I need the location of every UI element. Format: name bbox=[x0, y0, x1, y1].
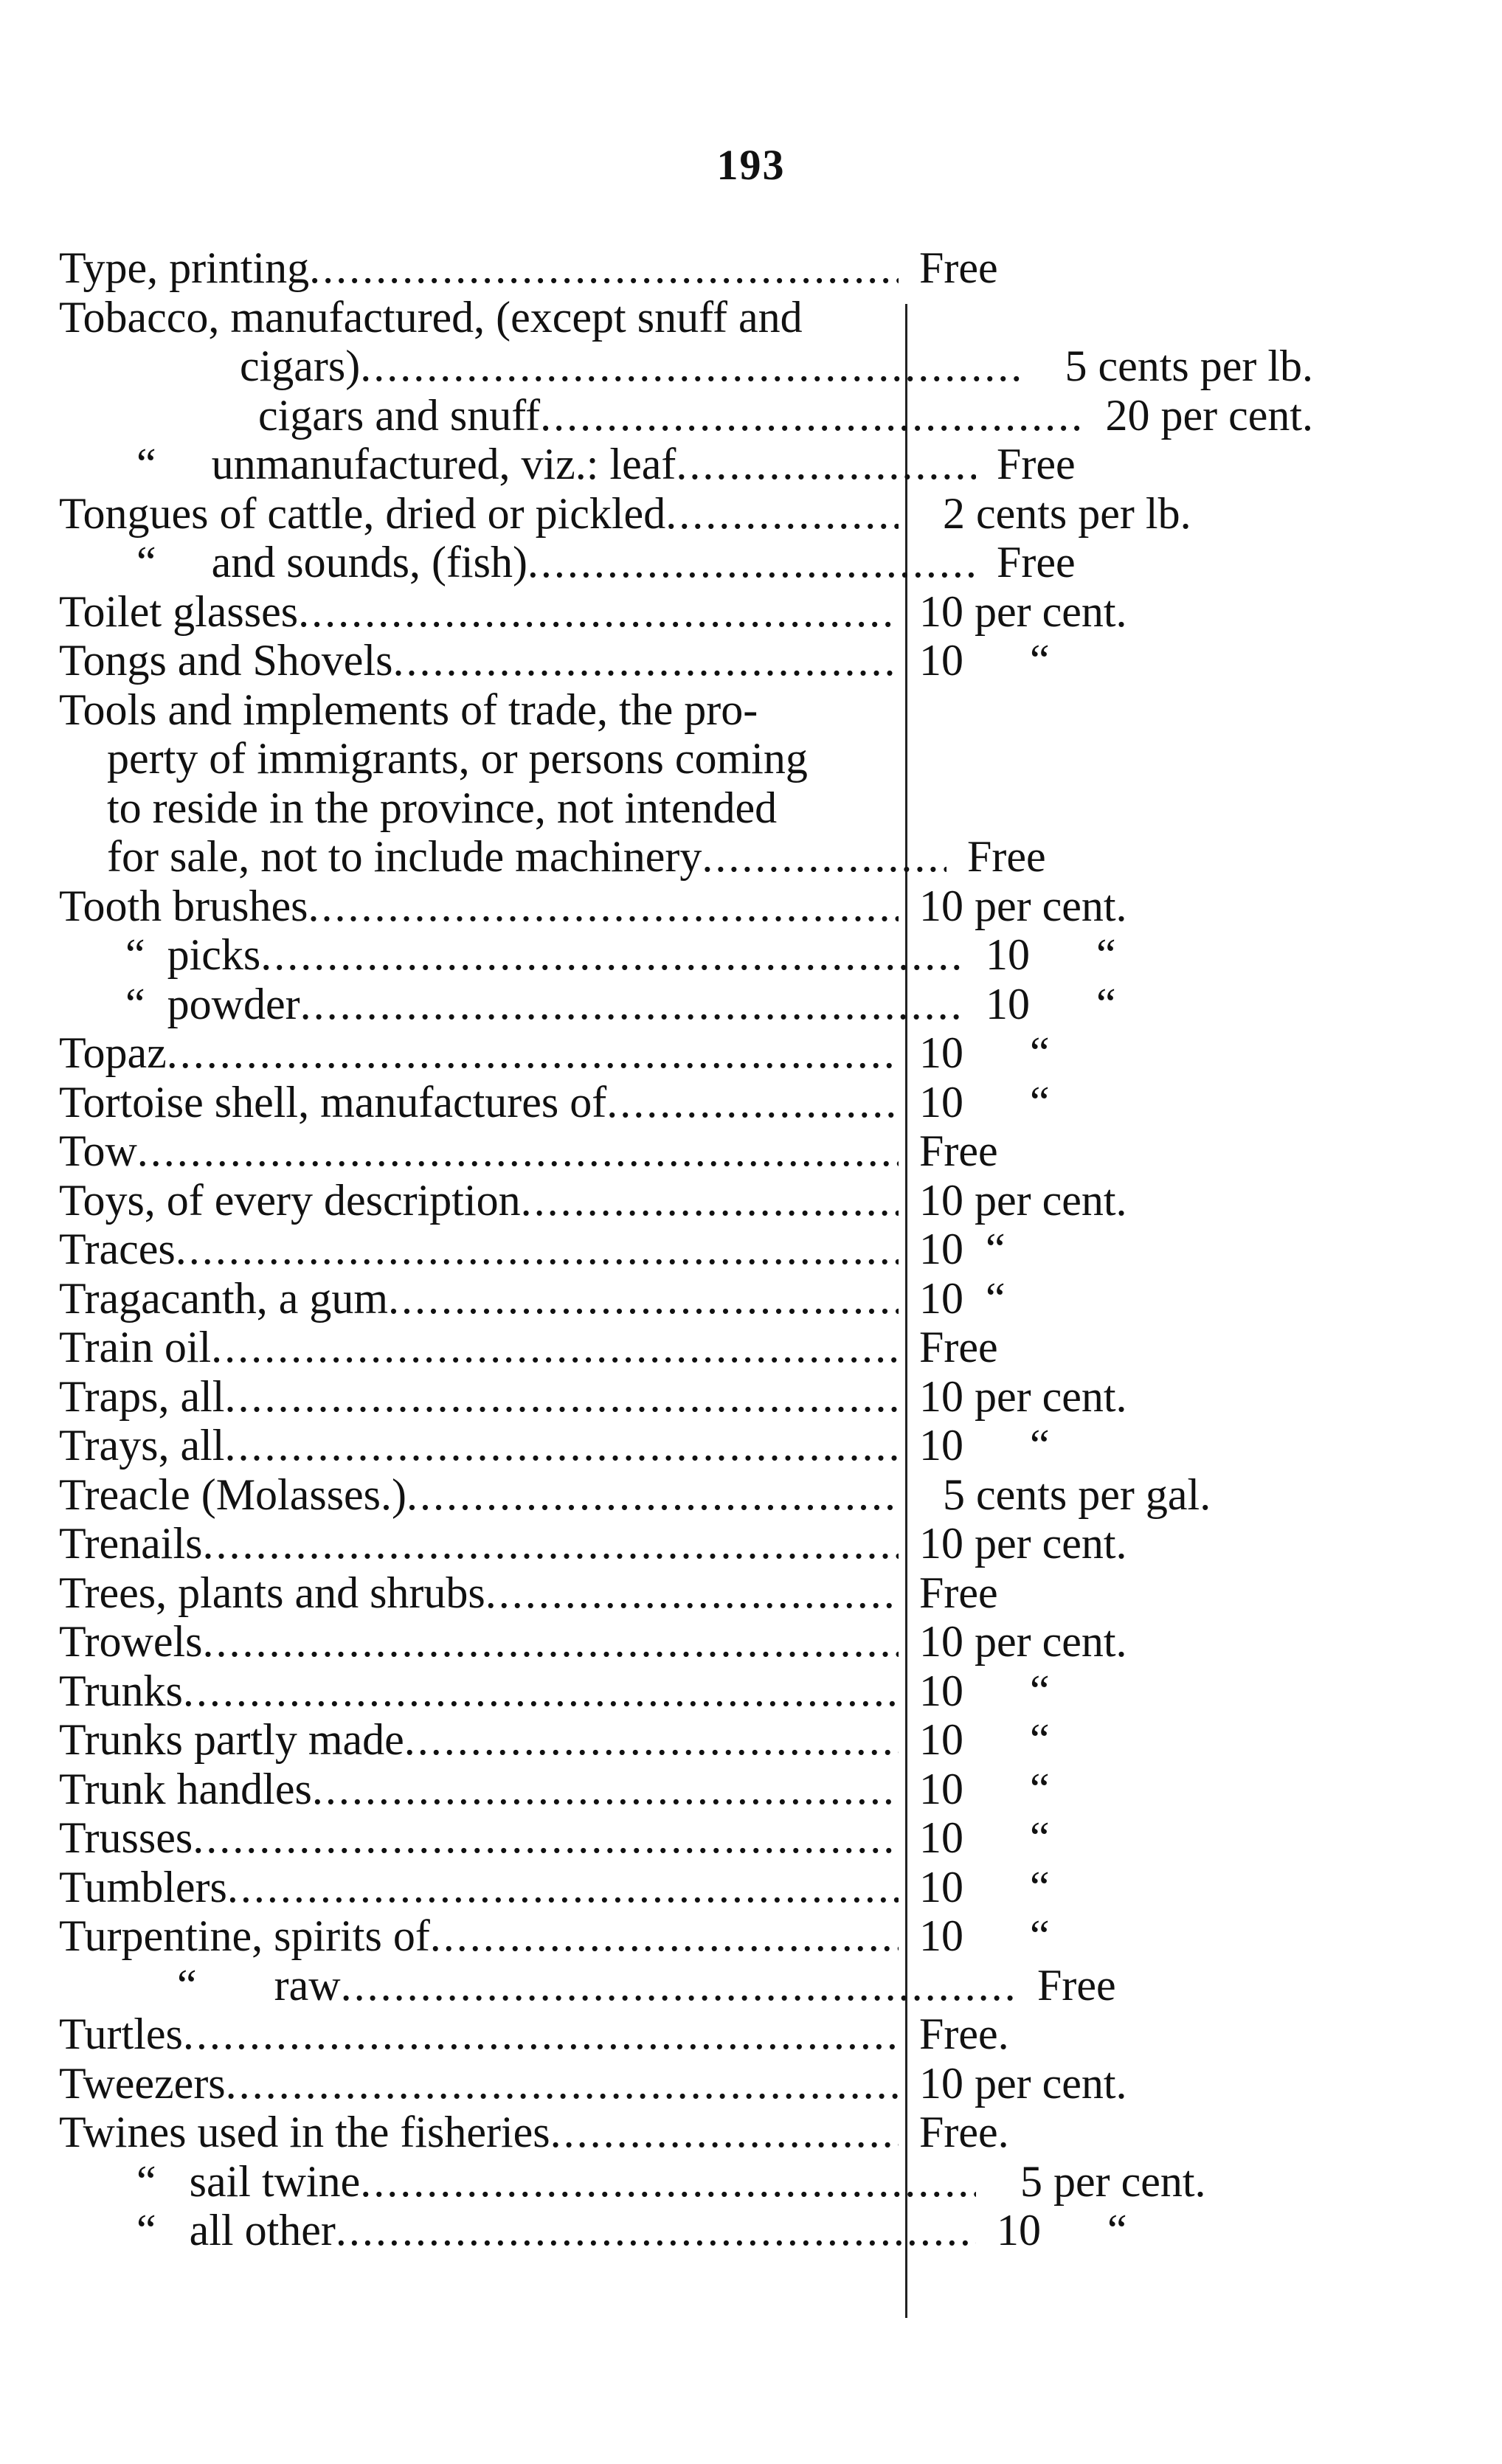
item-label: “ raw bbox=[177, 1960, 341, 2010]
duty-rate: 10 “ bbox=[986, 930, 1116, 979]
tariff-item bbox=[59, 1372, 899, 1422]
tariff-row bbox=[59, 587, 1313, 637]
item-label: cigars) bbox=[240, 342, 361, 390]
duty-rate: Free. bbox=[919, 2108, 1009, 2156]
item-label: Trowels bbox=[59, 1617, 203, 1666]
duty-rate: Free bbox=[997, 440, 1076, 488]
item-label: Toilet glasses bbox=[59, 586, 299, 636]
tariff-row bbox=[59, 1617, 1313, 1667]
tariff-row bbox=[59, 832, 1313, 882]
tariff-item bbox=[59, 685, 899, 735]
tariff-row bbox=[59, 2010, 1313, 2059]
dot-leader bbox=[183, 1667, 899, 1716]
item-label: Tongs and Shovels bbox=[59, 636, 393, 685]
item-label: Tortoise shell, manufactures of bbox=[59, 1077, 607, 1127]
item-label: Trenails bbox=[59, 1519, 203, 1568]
duty-rate bbox=[946, 783, 1313, 833]
dot-leader bbox=[137, 1127, 899, 1176]
dot-leader bbox=[360, 2157, 976, 2207]
dot-leader bbox=[665, 489, 899, 539]
item-label: Tumblers bbox=[59, 1862, 227, 1911]
item-label: “ picks bbox=[125, 930, 261, 979]
tariff-item bbox=[59, 2108, 899, 2157]
tariff-item bbox=[59, 1274, 899, 1323]
duty-rate: Free. bbox=[919, 2010, 1009, 2058]
item-label: “ sail twine bbox=[136, 2156, 361, 2206]
duty-rate: 10 “ bbox=[919, 1666, 1050, 1715]
duty-rate: 10 “ bbox=[919, 1225, 1006, 1273]
item-label: Tooth brushes bbox=[59, 881, 308, 930]
item-label: Twines used in the fisheries bbox=[59, 2108, 550, 2156]
item-label: Tow bbox=[59, 1127, 137, 1175]
item-label: perty of immigrants, or persons coming bbox=[107, 734, 808, 783]
tariff-item bbox=[59, 243, 899, 293]
tariff-row bbox=[59, 1225, 1313, 1274]
item-label: Train oil bbox=[59, 1323, 212, 1371]
tariff-row bbox=[59, 734, 1313, 783]
tariff-row bbox=[59, 2108, 1313, 2157]
tariff-row bbox=[59, 440, 1313, 489]
tariff-item bbox=[59, 636, 899, 685]
duty-rate: 20 per cent. bbox=[1105, 390, 1313, 440]
dot-leader bbox=[360, 342, 1020, 391]
item-label: for sale, not to include machinery bbox=[107, 832, 702, 881]
tariff-item bbox=[59, 587, 899, 637]
tariff-row bbox=[59, 1715, 1313, 1765]
duty-rate: 10 per cent. bbox=[919, 1371, 1127, 1421]
duty-rate: 10 “ bbox=[919, 1421, 1050, 1470]
item-label: Trunks bbox=[59, 1666, 183, 1715]
duty-rate: Free bbox=[919, 1127, 998, 1175]
dot-leader bbox=[183, 2010, 899, 2059]
duty-rate: 5 per cent. bbox=[1020, 2156, 1206, 2206]
item-label: Tweezers bbox=[59, 2058, 226, 2108]
item-label: Type, printing bbox=[59, 243, 310, 292]
item-label: Tobacco, manufactured, (except snuff and bbox=[59, 292, 803, 342]
dot-leader bbox=[392, 636, 899, 685]
duty-rate: 10 “ bbox=[919, 636, 1050, 685]
tariff-row bbox=[59, 1028, 1313, 1078]
item-label: Trays, all bbox=[59, 1421, 225, 1470]
dot-leader bbox=[550, 2108, 899, 2157]
dot-leader bbox=[260, 930, 965, 980]
tariff-item bbox=[59, 1715, 899, 1765]
tariff-row bbox=[59, 1470, 1313, 1520]
item-label: Trusses bbox=[59, 1813, 193, 1862]
dot-leader bbox=[312, 1765, 899, 1814]
tariff-item bbox=[59, 1176, 899, 1225]
tariff-row bbox=[59, 1765, 1313, 1814]
duty-rate: 10 per cent. bbox=[919, 1617, 1127, 1666]
tariff-row bbox=[59, 2206, 1313, 2255]
item-label: Trees, plants and shrubs bbox=[59, 1568, 485, 1617]
dot-leader bbox=[406, 1470, 899, 1520]
page-number: 193 bbox=[716, 141, 786, 189]
dot-leader bbox=[308, 882, 899, 931]
tariff-item bbox=[59, 783, 946, 833]
tariff-item bbox=[59, 882, 899, 931]
duty-rate: 10 “ bbox=[919, 1273, 1006, 1323]
tariff-row bbox=[59, 1372, 1313, 1422]
duty-rate: 10 per cent. bbox=[919, 586, 1127, 636]
dot-leader bbox=[336, 2206, 976, 2255]
dot-leader bbox=[224, 1372, 899, 1422]
item-label: “ unmanufactured, viz.: leaf bbox=[136, 440, 676, 488]
tariff-item bbox=[59, 1078, 899, 1127]
dot-leader bbox=[211, 1323, 899, 1372]
tariff-row bbox=[59, 636, 1313, 685]
tariff-item bbox=[59, 1225, 899, 1274]
tariff-row bbox=[59, 1911, 1313, 1961]
tariff-row bbox=[59, 1568, 1313, 1618]
dot-leader bbox=[193, 1813, 899, 1863]
tariff-row bbox=[59, 1323, 1313, 1372]
item-label: “ and sounds, (fish) bbox=[136, 538, 527, 586]
duty-rate: 10 “ bbox=[919, 1911, 1050, 1960]
item-label: “ all other bbox=[136, 2206, 336, 2254]
dot-leader bbox=[341, 1961, 1017, 2010]
tariff-item bbox=[59, 1911, 899, 1961]
item-label: to reside in the province, not intended bbox=[107, 783, 778, 832]
dot-leader bbox=[521, 1176, 899, 1225]
tariff-row bbox=[59, 1176, 1313, 1225]
tariff-item bbox=[59, 1323, 899, 1372]
item-label: Tongues of cattle, dried or pickled bbox=[59, 488, 666, 538]
tariff-row bbox=[59, 980, 1313, 1029]
duty-rate: 5 cents per gal. bbox=[943, 1470, 1211, 1519]
tariff-item bbox=[59, 1863, 899, 1912]
tariff-item bbox=[59, 930, 965, 980]
dot-leader bbox=[176, 1225, 899, 1274]
tariff-item bbox=[59, 1667, 899, 1716]
tariff-row bbox=[59, 293, 1313, 342]
dot-leader bbox=[300, 980, 965, 1029]
duty-rate: 10 “ bbox=[997, 2206, 1127, 2254]
tariff-item bbox=[59, 2059, 899, 2108]
tariff-item bbox=[59, 1617, 899, 1667]
duty-rate: 10 per cent. bbox=[919, 1519, 1127, 1568]
duty-rate: Free bbox=[919, 1568, 998, 1617]
tariff-row bbox=[59, 1667, 1313, 1716]
tariff-item bbox=[59, 980, 965, 1029]
tariff-item bbox=[59, 440, 976, 489]
item-label: Tragacanth, a gum bbox=[59, 1273, 389, 1323]
tariff-item bbox=[59, 2010, 899, 2059]
dot-leader bbox=[404, 1715, 899, 1765]
tariff-item bbox=[59, 1127, 899, 1176]
duty-rate: 10 per cent. bbox=[919, 881, 1127, 930]
item-label: Trunks partly made bbox=[59, 1715, 404, 1764]
tariff-item bbox=[59, 538, 976, 587]
tariff-item bbox=[59, 1813, 899, 1863]
tariff-row bbox=[59, 342, 1313, 391]
item-label: Tools and implements of trade, the pro- bbox=[59, 685, 758, 734]
duty-rate bbox=[899, 293, 1313, 342]
item-label: Turtles bbox=[59, 2010, 183, 2058]
tariff-item bbox=[59, 832, 946, 882]
item-label: Turpentine, spirits of bbox=[59, 1911, 430, 1960]
tariff-item bbox=[59, 391, 1084, 440]
tariff-row bbox=[59, 2059, 1313, 2108]
tariff-row bbox=[59, 2157, 1313, 2207]
tariff-row bbox=[59, 882, 1313, 931]
item-label: Treacle (Molasses.) bbox=[59, 1470, 407, 1519]
dot-leader bbox=[430, 1911, 899, 1961]
dot-leader bbox=[527, 538, 976, 587]
duty-rate: 10 “ bbox=[919, 1715, 1050, 1764]
dot-leader bbox=[388, 1274, 899, 1323]
tariff-item bbox=[59, 293, 899, 342]
duty-rate: Free bbox=[919, 1323, 998, 1371]
item-label: Trunk handles bbox=[59, 1764, 312, 1813]
tariff-row bbox=[59, 489, 1313, 539]
item-label: cigars and snuff bbox=[258, 390, 541, 440]
tariff-item bbox=[59, 342, 1020, 391]
duty-rate: 10 per cent. bbox=[919, 1175, 1127, 1225]
dot-leader bbox=[167, 1028, 899, 1078]
tariff-row bbox=[59, 1863, 1313, 1912]
dot-leader bbox=[227, 1863, 899, 1912]
duty-rate: 2 cents per lb. bbox=[943, 488, 1191, 538]
duty-rate: 10 per cent. bbox=[919, 2058, 1127, 2108]
dot-leader bbox=[202, 1519, 899, 1568]
duty-rate: 10 “ bbox=[986, 979, 1116, 1028]
tariff-table bbox=[59, 243, 1313, 2255]
tariff-item bbox=[59, 1765, 899, 1814]
item-label: Traps, all bbox=[59, 1371, 225, 1421]
duty-rate: Free bbox=[1037, 1960, 1116, 2010]
tariff-row bbox=[59, 685, 1313, 735]
item-label: “ powder bbox=[125, 979, 300, 1028]
dot-leader bbox=[676, 440, 976, 489]
dot-leader bbox=[540, 391, 1084, 440]
dot-leader bbox=[485, 1568, 899, 1618]
tariff-item bbox=[59, 489, 899, 539]
duty-rate bbox=[946, 734, 1313, 783]
tariff-row bbox=[59, 1078, 1313, 1127]
dot-leader bbox=[309, 243, 899, 293]
tariff-row bbox=[59, 930, 1313, 980]
duty-rate: 10 “ bbox=[919, 1862, 1050, 1911]
tariff-item bbox=[59, 1028, 899, 1078]
dot-leader bbox=[224, 1421, 899, 1470]
tariff-row bbox=[59, 783, 1313, 833]
tariff-row bbox=[59, 1519, 1313, 1568]
tariff-row bbox=[59, 1274, 1313, 1323]
tariff-item bbox=[59, 1961, 1017, 2010]
duty-rate: Free bbox=[919, 243, 998, 292]
tariff-row bbox=[59, 1961, 1313, 2010]
duty-rate: Free bbox=[967, 832, 1046, 881]
item-label: Topaz bbox=[59, 1028, 167, 1077]
tariff-item bbox=[59, 1470, 899, 1520]
duty-rate: 10 “ bbox=[919, 1028, 1050, 1077]
tariff-item bbox=[59, 2206, 976, 2255]
tariff-row bbox=[59, 1813, 1313, 1863]
tariff-item bbox=[59, 1519, 899, 1568]
dot-leader bbox=[203, 1617, 899, 1667]
dot-leader bbox=[702, 832, 946, 882]
dot-leader bbox=[226, 2059, 899, 2108]
tariff-row bbox=[59, 391, 1313, 440]
tariff-item bbox=[59, 2157, 976, 2207]
dot-leader bbox=[298, 587, 899, 637]
item-label: Toys, of every description bbox=[59, 1175, 521, 1225]
tariff-row bbox=[59, 243, 1313, 293]
item-label: Traces bbox=[59, 1225, 176, 1273]
duty-rate: 5 cents per lb. bbox=[1065, 342, 1313, 390]
duty-rate: 10 “ bbox=[919, 1764, 1050, 1813]
duty-rate: Free bbox=[997, 538, 1076, 586]
duty-rate: 10 “ bbox=[919, 1813, 1050, 1862]
tariff-row bbox=[59, 1127, 1313, 1176]
tariff-item bbox=[59, 1421, 899, 1470]
tariff-item bbox=[59, 734, 946, 783]
tariff-item bbox=[59, 1568, 899, 1618]
duty-rate: 10 “ bbox=[919, 1077, 1050, 1127]
duty-rate bbox=[899, 685, 1313, 735]
tariff-row bbox=[59, 538, 1313, 587]
tariff-row bbox=[59, 1421, 1313, 1470]
dot-leader bbox=[606, 1078, 899, 1127]
